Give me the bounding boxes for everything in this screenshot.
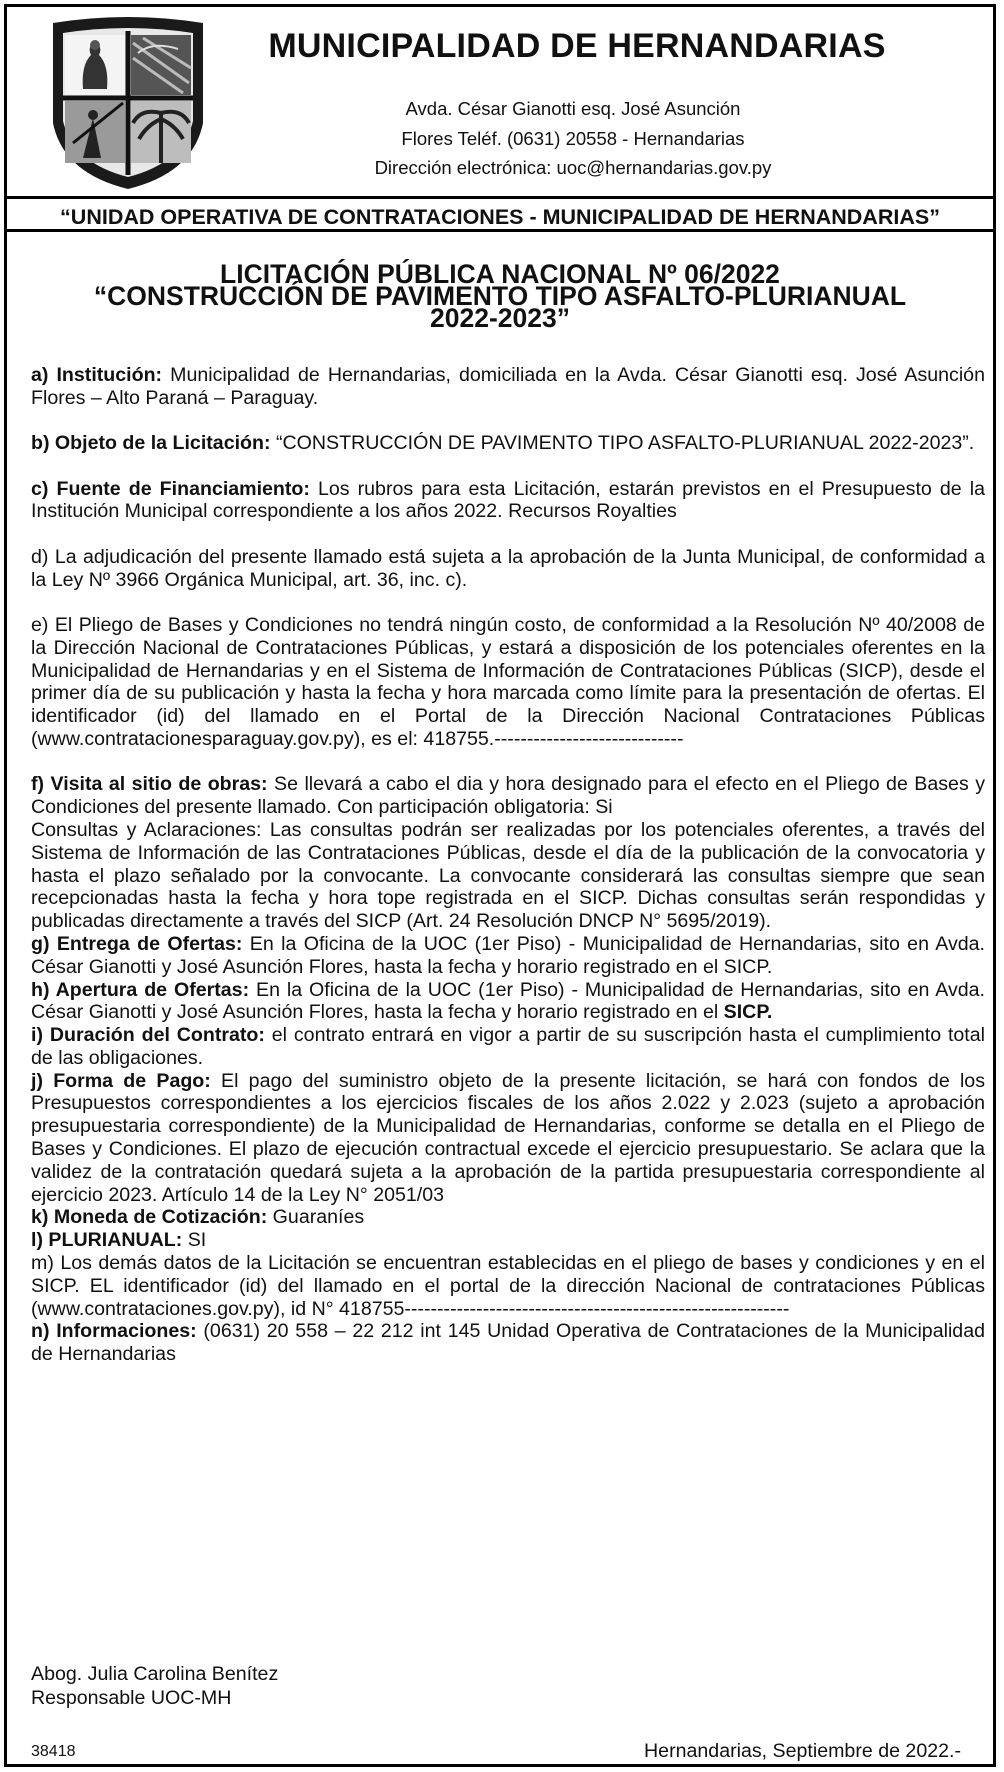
item-g-label: g) Entrega de Ofertas: bbox=[31, 932, 243, 955]
title-line-1: LICITACIÓN PÚBLICA NACIONAL Nº 06/2022 bbox=[220, 259, 780, 289]
item-h bbox=[31, 979, 985, 1025]
email-line: Dirección electrónica: uoc@hernandarias.gov.py bbox=[374, 157, 772, 178]
notice-body bbox=[31, 364, 985, 1366]
ad-code: 38418 bbox=[31, 1743, 76, 1760]
letterhead bbox=[7, 7, 993, 197]
header-divider-top bbox=[7, 196, 993, 199]
item-n-label: n) Informaciones: bbox=[31, 1320, 197, 1343]
item-j-label: j) Forma de Pago: bbox=[31, 1069, 211, 1092]
item-b-label: b) Objeto de la Licitación: bbox=[31, 432, 271, 455]
item-k-text: Guaraníes bbox=[267, 1206, 365, 1229]
item-m: m) Los demás datos de la Licitación se encuentran establecidas en el pliego de bases y condiciones y en el SICP. EL identificador (id) del llamado en el portal de la dirección Nacional de contrataciones Públicas (www.contrataciones.gov.py), id N° 418755----------------------------------------------------------- bbox=[31, 1252, 985, 1320]
item-f-consultas: Consultas y Aclaraciones: Las consultas podrán ser realizadas por los potenciales oferentes, a través del Sistema de Información de las Contrataciones Públicas, desde el día de la publicación de la convocatoria y hasta el plazo señalado por la convocante. La convocante considerará las consultas siempre que sean recepcionadas hasta la fecha y hora tope registrada en el SICP. Dichas consultas serán respondidas y publicadas directamente a través del SICP (Art. 24 Resolución DNCP N° 5695/2019). bbox=[31, 818, 985, 933]
notice-frame bbox=[4, 4, 996, 1767]
municipality-name: MUNICIPALIDAD DE HERNANDARIAS bbox=[268, 27, 886, 65]
item-h-label: h) Apertura de Ofertas: bbox=[31, 978, 250, 1001]
item-f-label: f) Visita al sitio de obras: bbox=[31, 773, 268, 796]
item-c-text: Los rubros para esta Licitación, estarán previstos en el Presupuesto de la Institución Municipal correspondiente a los años 2022. Recursos Royalties bbox=[31, 477, 985, 523]
title-line-2: “CONSTRUCCIÓN DE PAVIMENTO TIPO ASFALTO-PLURIANUAL bbox=[93, 281, 907, 311]
unit-banner: “UNIDAD OPERATIVA DE CONTRATACIONES - MUNICIPALIDAD DE HERNANDARIAS” bbox=[60, 205, 940, 229]
item-n-text: (0631) 20 558 – 22 212 int 145 Unidad Operativa de Contrataciones de la Municipalidad de Hernandarias bbox=[31, 1320, 985, 1366]
item-c-label: c) Fuente de Financiamiento: bbox=[31, 477, 310, 500]
header-divider-bottom bbox=[7, 229, 993, 232]
item-d: d) La adjudicación del presente llamado está sujeta a la aprobación de la Junta Municipal, de conformidad a la Ley Nº 3966 Orgánica Municipal, art. 36, inc. c). bbox=[31, 545, 985, 591]
title-line-3: 2022-2023” bbox=[430, 303, 570, 333]
item-l-text: SI bbox=[182, 1229, 207, 1252]
item-g-text: En la Oficina de la UOC (1er Piso) - Municipalidad de Hernandarias, sito en Avda. César Gianotti y José Asunción Flores, hasta la fecha y horario registrado en el SICP. bbox=[31, 932, 985, 978]
address-line-2: Flores Teléf. (0631) 20558 - Hernandarias bbox=[401, 128, 745, 149]
item-j bbox=[31, 1070, 985, 1207]
item-b bbox=[31, 432, 985, 455]
tender-title bbox=[7, 259, 993, 333]
item-i-label: i) Duración del Contrato: bbox=[31, 1024, 265, 1047]
item-l bbox=[31, 1229, 985, 1252]
item-f bbox=[31, 773, 985, 819]
item-a-label: a) Institución: bbox=[31, 364, 163, 386]
item-k bbox=[31, 1206, 985, 1229]
municipal-coat-of-arms-icon bbox=[43, 13, 213, 191]
item-n bbox=[31, 1320, 985, 1366]
item-i-text: el contrato entrará en vigor a partir de su suscripción hasta el cumplimiento total de las obligaciones. bbox=[31, 1024, 985, 1069]
item-a bbox=[31, 364, 985, 410]
item-a-text: Municipalidad de Hernandarias, domiciliada en la Avda. César Gianotti esq. José Asunción Flores – Alto Paraná – Paraguay. bbox=[31, 364, 985, 409]
item-h-text: En la Oficina de la UOC (1er Piso) - Municipalidad de Hernandarias, sito en Avda. César Gianotti y José Asunción Flores, hasta la fecha y horario registrado en el bbox=[31, 978, 985, 1024]
issue-date: Hernandarias, Septiembre de 2022.- bbox=[644, 1740, 961, 1762]
item-k-label: k) Moneda de Cotización: bbox=[31, 1206, 268, 1229]
item-j-text: El pago del suministro objeto de la presente licitación, se hará con fondos de los Presupuestos correspondientes a los ejercicios fiscales de los años 2.022 y 2.023 (sujeto a aprobación presupuestaria correspondiente) de la Municipalidad de Hernandarias, conforme se detalla en el Pliego de Bases y Condiciones. El plazo de ejecución contractual excede el ejercicio presupuestario. Se aclara que la validez de la contratación quedará sujeta a la aprobación de la partida presupuestaria correspondiente al ejercicio 2023. Artículo 14 de la Ley N° 2051/03 bbox=[31, 1069, 985, 1206]
item-f-text: Se llevará a cabo el dia y hora designado para el efecto en el Pliego de Bases y Condiciones del presente llamado. Con participación obligatoria: Si bbox=[31, 773, 985, 819]
item-g bbox=[31, 933, 985, 979]
address-line-1: Avda. César Gianotti esq. José Asunción bbox=[405, 98, 741, 119]
item-c bbox=[31, 478, 985, 524]
item-i bbox=[31, 1024, 985, 1070]
signatory-name: Abog. Julia Carolina Benítez bbox=[31, 1663, 279, 1685]
signatory-role: Responsable UOC-MH bbox=[31, 1687, 232, 1709]
item-h-sicp: SICP. bbox=[723, 1001, 773, 1024]
item-b-text: “CONSTRUCCIÓN DE PAVIMENTO TIPO ASFALTO-PLURIANUAL 2022-2023”. bbox=[270, 432, 975, 455]
item-e: e) El Pliego de Bases y Condiciones no tendrá ningún costo, de conformidad a la Resolución Nº 40/2008 de la Dirección Nacional de Contrataciones Públicas, y estará a disposición de los potenciales oferentes en la Municipalidad de Hernandarias y en el Sistema de Información de Contrataciones Públicas (SICP), desde el primer día de su publicación y hasta la fecha y hora marcada como límite para la presentación de ofertas. El identificador (id) del llamado en el Portal de la Dirección Nacional Contrataciones Públicas (www.contratacionesparaguay.gov.py), es el: 418755.----------------------------- bbox=[31, 613, 985, 750]
item-l-label: l) PLURIANUAL: bbox=[31, 1229, 183, 1252]
signature-block bbox=[31, 1662, 278, 1710]
